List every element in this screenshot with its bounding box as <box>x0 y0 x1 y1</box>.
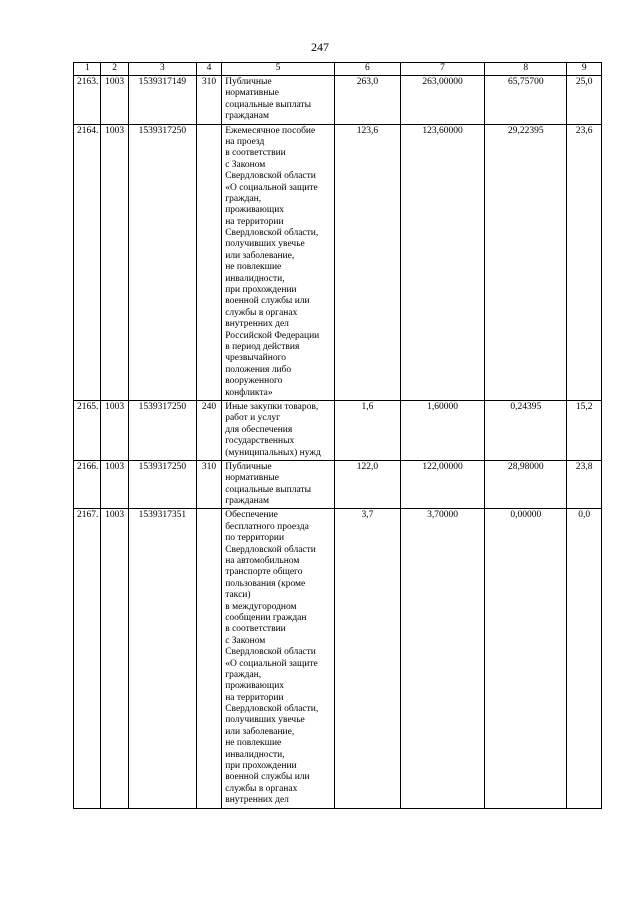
row-number: 2166. <box>74 460 101 509</box>
value-col9: 0,0 <box>567 509 602 808</box>
column-header-8: 8 <box>485 63 567 76</box>
section-code: 1003 <box>101 76 128 125</box>
value-col8: 29,22395 <box>485 124 567 400</box>
description-line: или заболевание, <box>225 726 295 737</box>
description-line: в соответствии <box>225 148 286 159</box>
description-line: получивших увечье <box>225 239 305 250</box>
description-line: Обеспечение <box>225 510 278 521</box>
description-line: Свердловской области, <box>225 228 319 239</box>
section-code: 1003 <box>101 509 128 808</box>
table-row <box>74 460 602 509</box>
value-col6: 123,6 <box>334 124 400 400</box>
column-header-2: 2 <box>101 63 128 76</box>
column-header-7: 7 <box>400 63 484 76</box>
description-line: транспорте общего <box>225 567 303 578</box>
description-line: социальные выплаты <box>225 484 311 495</box>
target-code: 1539317250 <box>128 460 196 509</box>
description-line: по территории <box>225 533 285 544</box>
page-number: 247 <box>311 40 329 54</box>
header-row <box>74 63 602 76</box>
description-line: для обеспечения <box>225 424 293 435</box>
value-col6: 1,6 <box>334 400 400 460</box>
description-line: службы в органах <box>225 783 298 794</box>
table-row <box>74 400 602 460</box>
description-line: службы в органах <box>225 307 298 318</box>
value-col7: 122,00000 <box>400 460 484 509</box>
description <box>222 76 335 125</box>
value-col8: 0,00000 <box>485 509 567 808</box>
description-line: не повлекшие <box>225 738 282 749</box>
value-col8: 65,75700 <box>485 76 567 125</box>
column-header-3: 3 <box>128 63 196 76</box>
value-col9: 23,8 <box>567 460 602 509</box>
description-line: Свердловской области <box>225 647 316 658</box>
column-header-9: 9 <box>567 63 602 76</box>
description-line: Свердловской области, <box>225 704 319 715</box>
description-line: проживающих <box>225 205 285 216</box>
description <box>222 460 335 509</box>
table-row <box>74 76 602 125</box>
description-line: на автомобильном <box>225 556 300 567</box>
value-col8: 0,24395 <box>485 400 567 460</box>
column-header-6: 6 <box>334 63 400 76</box>
description <box>222 124 335 400</box>
description-line: вооруженного <box>225 376 283 387</box>
target-code: 1539317250 <box>128 400 196 460</box>
expense-type: 310 <box>196 460 221 509</box>
table-row <box>74 509 602 808</box>
target-code: 1539317250 <box>128 124 196 400</box>
section-code: 1003 <box>101 460 128 509</box>
description-line: с Законом <box>225 159 266 170</box>
target-code: 1539317149 <box>128 76 196 125</box>
expense-type <box>196 509 221 808</box>
description-line: «О социальной защите <box>225 658 318 669</box>
description-line: Свердловской области <box>225 171 316 182</box>
row-number: 2163. <box>74 76 101 125</box>
description-line: (муниципальных) нужд <box>225 447 321 458</box>
description-line: сообщении граждан <box>225 612 307 623</box>
row-number: 2165. <box>74 400 101 460</box>
description-line: Ежемесячное пособие <box>225 125 316 136</box>
value-col9: 25,0 <box>567 76 602 125</box>
value-col9: 23,6 <box>567 124 602 400</box>
description-line: внутренних дел <box>225 319 289 330</box>
expense-type <box>196 124 221 400</box>
budget-table <box>73 62 602 809</box>
description-line: Публичные <box>225 461 272 472</box>
description-line: или заболевание, <box>225 250 295 261</box>
row-number: 2167. <box>74 509 101 808</box>
section-code: 1003 <box>101 124 128 400</box>
description-line: с Законом <box>225 635 266 646</box>
description-line: не повлекшие <box>225 262 282 273</box>
description <box>222 400 335 460</box>
description-line: государственных <box>225 436 295 447</box>
table-row <box>74 124 602 400</box>
target-code: 1539317351 <box>128 509 196 808</box>
description-line: чрезвычайного <box>225 353 287 364</box>
description-line: Публичные <box>225 77 272 87</box>
description-line: гражданам <box>225 111 269 122</box>
description-line: социальные выплаты <box>225 99 311 110</box>
description-line: на территории <box>225 216 284 227</box>
description-line: военной службы или <box>225 296 310 307</box>
description-line: Российской Федерации <box>225 330 320 341</box>
column-header-5: 5 <box>222 63 335 76</box>
description-line: в соответствии <box>225 624 286 635</box>
value-col6: 122,0 <box>334 460 400 509</box>
description-line: граждан, <box>225 193 262 204</box>
description-line: при прохождении <box>225 285 297 296</box>
description-line: инвалидности, <box>225 273 285 284</box>
description-line: инвалидности, <box>225 749 285 760</box>
value-col7: 1,60000 <box>400 400 484 460</box>
value-col7: 263,00000 <box>400 76 484 125</box>
section-code: 1003 <box>101 400 128 460</box>
column-header-1: 1 <box>74 63 101 76</box>
description-line: такси) <box>225 590 251 601</box>
description-line: Иные закупки товаров, <box>225 401 319 412</box>
description-line: гражданам <box>225 496 269 507</box>
description-line: положения либо <box>225 364 292 375</box>
value-col7: 3,70000 <box>400 509 484 808</box>
description-line: «О социальной защите <box>225 182 318 193</box>
description-line: пользования (кроме <box>225 578 306 589</box>
table-body <box>74 76 602 809</box>
description-line: Свердловской области <box>225 544 316 555</box>
column-header-4: 4 <box>196 63 221 76</box>
description-line: при прохождении <box>225 761 297 772</box>
value-col6: 263,0 <box>334 76 400 125</box>
description <box>222 509 335 808</box>
expense-type: 310 <box>196 76 221 125</box>
description-line: работ и услуг <box>225 413 280 424</box>
description-line: нормативные <box>225 88 279 99</box>
description-line: бесплатного проезда <box>225 521 309 532</box>
description-line: граждан, <box>225 669 262 680</box>
description-line: на территории <box>225 692 284 703</box>
row-number: 2164. <box>74 124 101 400</box>
description-line: на проезд <box>225 136 265 147</box>
description-line: конфликта» <box>225 387 273 398</box>
description-line: проживающих <box>225 681 285 692</box>
value-col8: 28,98000 <box>485 460 567 509</box>
value-col9: 15,2 <box>567 400 602 460</box>
description-line: военной службы или <box>225 772 310 783</box>
description-line: нормативные <box>225 473 279 484</box>
expense-type: 240 <box>196 400 221 460</box>
description-line: внутренних дел <box>225 795 289 806</box>
description-line: в междугородном <box>225 601 297 612</box>
description-line: в период действия <box>225 341 300 352</box>
value-col6: 3,7 <box>334 509 400 808</box>
description-line: получивших увечье <box>225 715 305 726</box>
value-col7: 123,60000 <box>400 124 484 400</box>
